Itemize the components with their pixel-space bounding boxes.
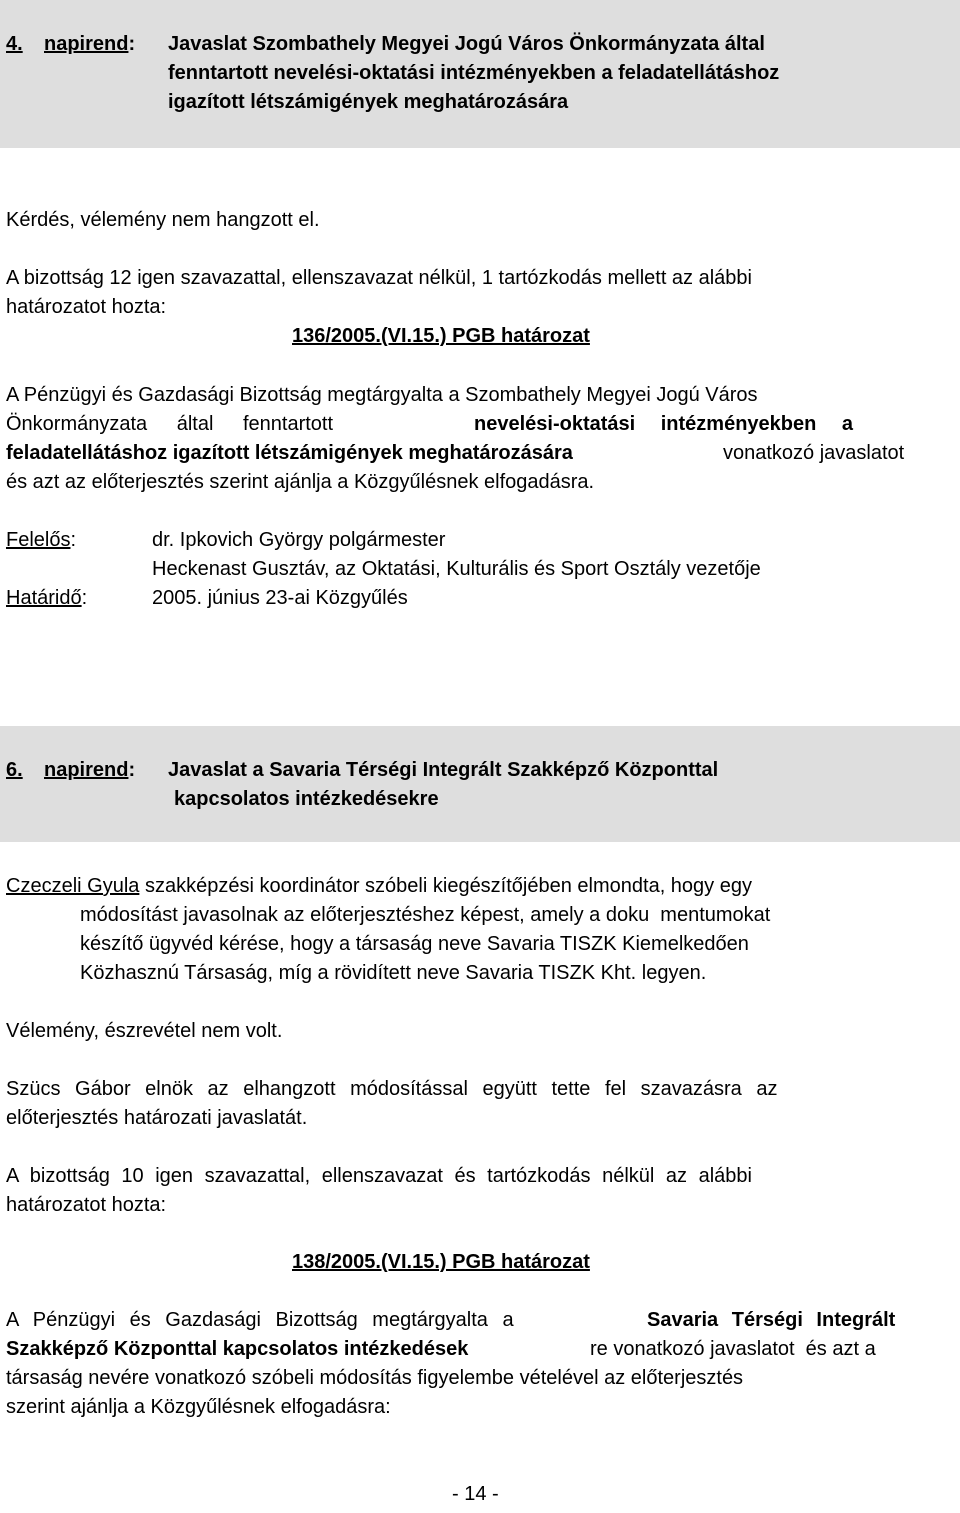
speaker-line-3: készítő ügyvéd kérése, hogy a társaság neve Savaria TISZK Kiemelkedően [80,933,749,955]
agenda-item-4-napirend [44,32,135,56]
no-question-text: Kérdés, vélemény nem hangzott el. [6,209,320,231]
resolution-138-line-4: szerint ajánlja a Közgyűlésnek elfogadásra: [6,1396,391,1418]
agenda-item-4-title-3: igazított létszámigények meghatározására [168,91,569,113]
resolution-136-line-4: és azt az előterjesztés szerint ajánlja a Közgyűlésnek elfogadásra. [6,471,595,493]
no-opinion-text: Vélemény, észrevétel nem volt. [6,1020,283,1042]
agenda-number: 6. [6,759,23,781]
napirend-label: napirend [44,759,129,781]
chair-line-1: Szücs Gábor elnök az elhangzott módosítással együtt tette fel szavazásra az [6,1078,778,1100]
responsible-colon: : [70,529,77,551]
resolution-138-line-1b: Savaria Térségi Integrált [647,1309,896,1331]
resolution-136-line-1: A Pénzügyi és Gazdasági Bizottság megtárgyalta a Szombathely Megyei Jogú Város [6,384,758,406]
responsible-label-wrap [6,528,76,552]
page-number: - 14 - [452,1483,499,1505]
chair-line-2: előterjesztés határozati javaslatát. [6,1107,308,1129]
resolution-138-line-2a: Szakképző Központtal kapcsolatos intézkedések [6,1338,469,1360]
vote-line-1: A bizottság 12 igen szavazattal, ellenszavazat nélkül, 1 tartózkodás mellett az alábbi [6,267,752,289]
speaker-line-1: szakképzési koordinátor szóbeli kiegészítőjében elmondta, hogy egy [144,875,752,897]
agenda-item-6-title-2: kapcsolatos intézkedésekre [174,788,439,810]
resolution-138-line-3: társaság nevére vonatkozó szóbeli módosítás figyelembe vételével az előterjesztés [6,1367,744,1389]
napirend-label: napirend [44,33,129,55]
resolution-138-number: 138/2005.(VI.15.) PGB határozat [292,1251,590,1273]
resolution-136-line-3b: vonatkozó javaslatot [723,442,905,464]
agenda-item-6-band [0,726,960,842]
napirend-colon: : [128,33,136,55]
agenda-item-6-number [6,758,23,782]
deadline-colon: : [81,587,88,609]
speaker-line-1-wrap [6,874,752,898]
speaker-line-2: módosítást javasolnak az előterjesztéshez képest, amely a doku mentumokat [80,904,771,926]
vote6-line-2: határozatot hozta: [6,1194,167,1216]
vote-line-2: határozatot hozta: [6,296,167,318]
deadline-label: Határidő [6,587,82,609]
responsible-person-2: Heckenast Gusztáv, az Oktatási, Kulturális és Sport Osztály vezetője [152,558,761,580]
resolution-136-line-2b: nevelési-oktatási intézményekben a [474,413,854,435]
agenda-item-4-title-1: Javaslat Szombathely Megyei Jogú Város Önkormányzata által [168,33,765,55]
resolution-136-line-2a: Önkormányzata által fenntartott [6,413,334,435]
responsible-person-1: dr. Ipkovich György polgármester [152,529,446,551]
deadline-label-wrap [6,586,87,610]
napirend-colon: : [128,759,136,781]
speaker-line-4: Közhasznú Társaság, míg a rövidített neve Savaria TISZK Kht. legyen. [80,962,707,984]
agenda-item-6-title-1: Javaslat a Savaria Térségi Integrált Szakképző Központtal [168,759,719,781]
agenda-number: 4. [6,33,23,55]
resolution-138-line-2b: re vonatkozó javaslatot és azt a [590,1338,876,1360]
agenda-item-6-napirend [44,758,135,782]
resolution-138-line-1a: A Pénzügyi és Gazdasági Bizottság megtárgyalta a [6,1309,514,1331]
speaker-name: Czeczeli Gyula [6,875,140,897]
responsible-label: Felelős [6,529,71,551]
agenda-item-4-title-2: fenntartott nevelési-oktatási intézményekben a feladatellátáshoz [168,62,780,84]
resolution-136-number: 136/2005.(VI.15.) PGB határozat [292,325,590,347]
agenda-item-4-number [6,32,23,56]
resolution-136-line-3a: feladatellátáshoz igazított létszámigények meghatározására [6,442,573,464]
deadline-value: 2005. június 23-ai Közgyűlés [152,587,408,609]
vote6-line-1: A bizottság 10 igen szavazattal, ellenszavazat és tartózkodás nélkül az alábbi [6,1165,752,1187]
